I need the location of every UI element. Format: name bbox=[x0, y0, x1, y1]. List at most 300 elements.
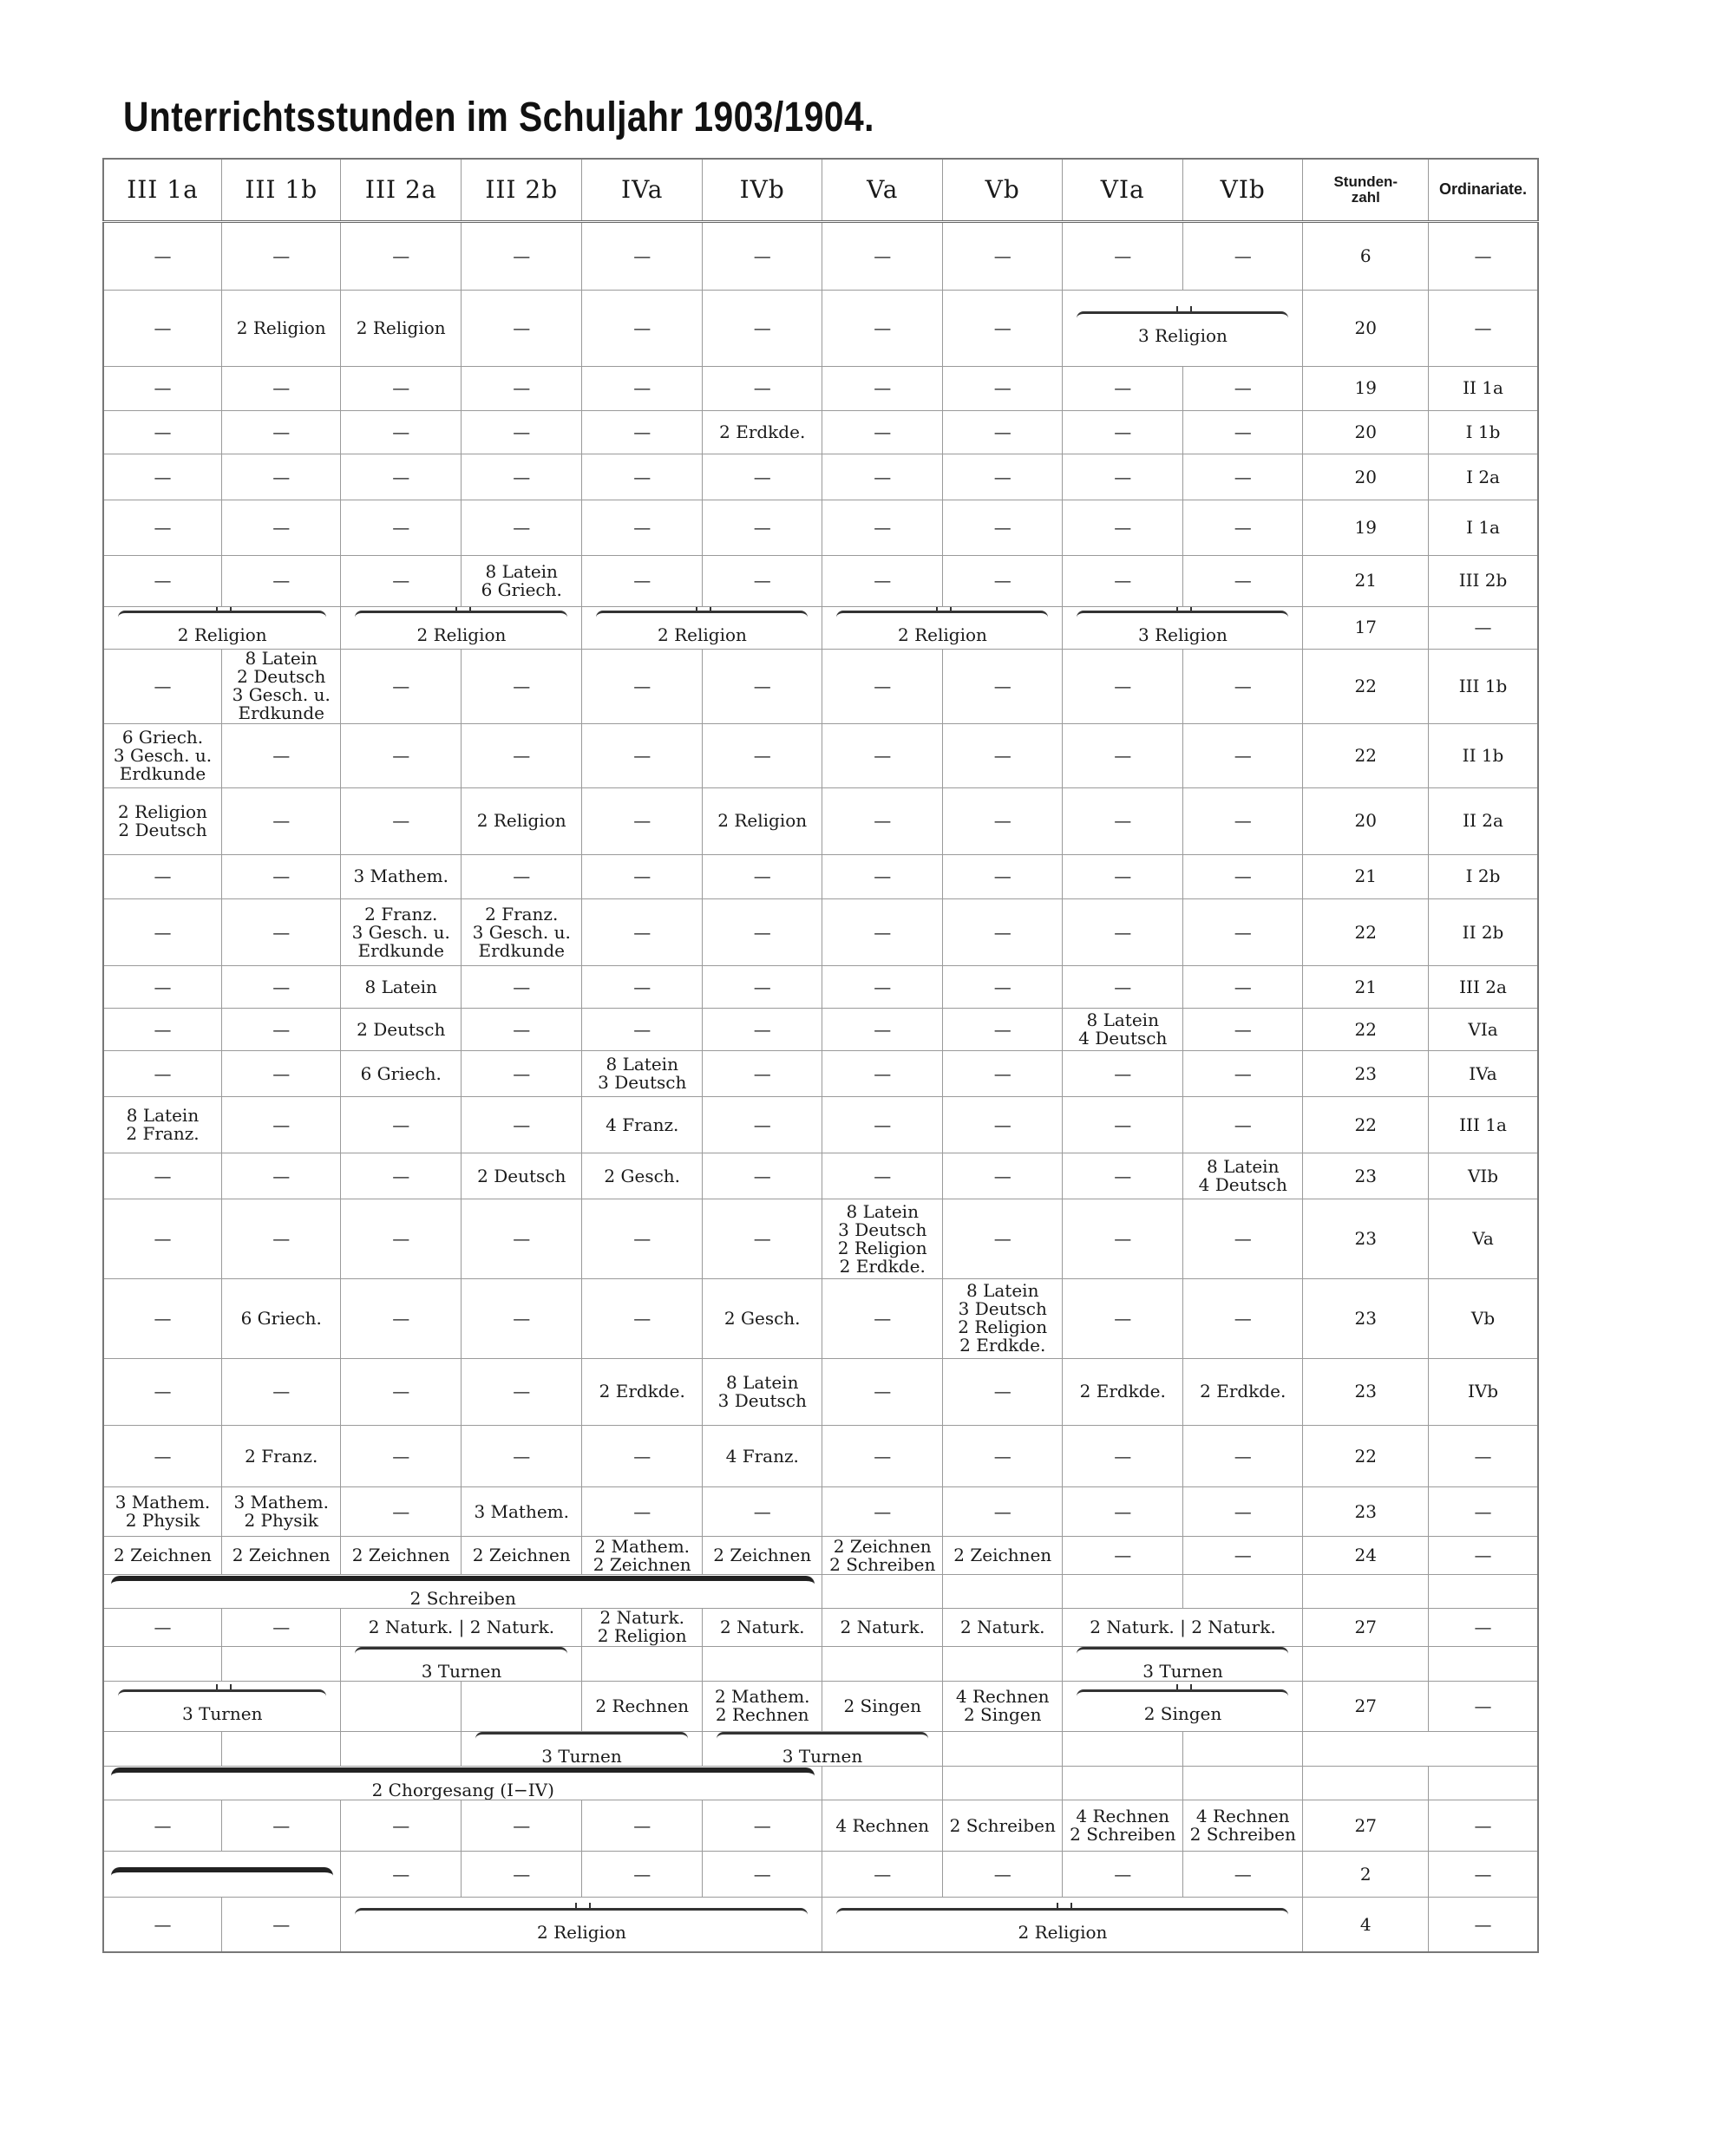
cell-text: — bbox=[993, 921, 1012, 943]
table-cell bbox=[582, 454, 703, 500]
cell-text: — bbox=[1234, 1545, 1252, 1566]
table-cell bbox=[1182, 1487, 1303, 1537]
table-cell bbox=[942, 1646, 1063, 1682]
table-cell bbox=[1303, 724, 1429, 787]
table-cell bbox=[461, 1682, 582, 1731]
cell-text: 22 bbox=[1354, 921, 1377, 943]
table-cell bbox=[582, 1682, 703, 1731]
cell-text: — bbox=[272, 1018, 291, 1040]
cell-text: — bbox=[1114, 810, 1132, 832]
table-cell bbox=[341, 1051, 462, 1097]
table-cell bbox=[702, 898, 822, 965]
cell-text: — bbox=[633, 976, 651, 997]
cell-text: 2 Franz. 3 Gesch. u. Erdkunde bbox=[472, 903, 571, 961]
cell-text: — bbox=[874, 810, 892, 832]
cell-text: — bbox=[874, 976, 892, 997]
cell-text: 23 bbox=[1354, 1165, 1377, 1186]
cell-text: 2 Naturk. | 2 Naturk. bbox=[1090, 1616, 1276, 1637]
table-cell bbox=[221, 1608, 340, 1646]
cell-text: 22 bbox=[1354, 675, 1377, 696]
table-cell bbox=[1182, 649, 1303, 724]
cell-text: — bbox=[753, 866, 771, 887]
table-row bbox=[103, 854, 1538, 898]
cell-text: — bbox=[633, 1814, 651, 1836]
table-cell bbox=[582, 555, 703, 606]
cell-text: — bbox=[633, 866, 651, 887]
table-cell bbox=[341, 1646, 582, 1682]
table-cell bbox=[582, 410, 703, 454]
table-cell bbox=[1063, 366, 1183, 410]
table-cell bbox=[702, 1852, 822, 1898]
table-cell bbox=[1303, 500, 1429, 555]
table-cell bbox=[1063, 1278, 1183, 1358]
table-cell bbox=[1429, 1051, 1538, 1097]
column-header: Stunden- zahl bbox=[1303, 159, 1429, 221]
table-row bbox=[103, 555, 1538, 606]
table-cell bbox=[341, 966, 462, 1009]
table-cell bbox=[942, 966, 1063, 1009]
cell-text: — bbox=[392, 421, 410, 442]
table-cell bbox=[1303, 221, 1429, 290]
table-row bbox=[103, 1051, 1538, 1097]
cell-text: — bbox=[874, 1114, 892, 1135]
table-cell bbox=[341, 366, 462, 410]
table-cell bbox=[702, 290, 822, 366]
table-cell bbox=[942, 1487, 1063, 1537]
table-cell bbox=[341, 1097, 462, 1153]
table-cell bbox=[103, 966, 221, 1009]
cell-text: 4 Rechnen 2 Schreiben bbox=[1070, 1806, 1176, 1846]
table-cell bbox=[1063, 1682, 1303, 1731]
cell-text: 2 Naturk. bbox=[840, 1616, 925, 1637]
cell-text: — bbox=[154, 1018, 172, 1040]
cell-text: 21 bbox=[1354, 866, 1377, 887]
cell-text: — bbox=[1114, 377, 1132, 399]
table-cell bbox=[582, 366, 703, 410]
table-cell bbox=[103, 1199, 221, 1279]
cell-text: — bbox=[392, 517, 410, 538]
cell-text: — bbox=[272, 1062, 291, 1084]
cell-text: — bbox=[392, 245, 410, 266]
cell-text: — bbox=[633, 675, 651, 696]
cell-text: — bbox=[154, 570, 172, 591]
table-cell bbox=[1429, 1153, 1538, 1199]
cell-text: — bbox=[1114, 1114, 1132, 1135]
cell-text: — bbox=[1234, 1863, 1252, 1885]
table-cell bbox=[1429, 1800, 1538, 1851]
table-cell bbox=[103, 366, 221, 410]
table-cell bbox=[461, 898, 582, 965]
table-cell bbox=[1063, 290, 1303, 366]
cell-text: — bbox=[513, 466, 531, 487]
table-row bbox=[103, 966, 1538, 1009]
cell-text: — bbox=[1114, 1500, 1132, 1522]
cell-text: — bbox=[513, 1381, 531, 1402]
table-cell bbox=[1303, 606, 1429, 649]
table-cell bbox=[942, 898, 1063, 965]
cell-text: 22 bbox=[1354, 744, 1377, 766]
cell-text: — bbox=[753, 1062, 771, 1084]
cell-text: 2 Singen bbox=[1143, 1702, 1222, 1724]
table-cell bbox=[822, 1097, 943, 1153]
cell-text: 8 Latein 4 Deutsch bbox=[1078, 1009, 1168, 1049]
table-cell bbox=[1063, 787, 1183, 854]
table-cell bbox=[942, 1097, 1063, 1153]
brace-icon bbox=[118, 1689, 326, 1702]
table-cell bbox=[1182, 1575, 1303, 1609]
table-cell bbox=[582, 854, 703, 898]
table-cell bbox=[341, 854, 462, 898]
table-cell bbox=[942, 1537, 1063, 1575]
cell-text: VIa bbox=[1468, 1018, 1498, 1040]
column-header: IVb bbox=[702, 159, 822, 221]
table-cell bbox=[341, 1852, 462, 1898]
cell-text: — bbox=[993, 421, 1012, 442]
brace-icon bbox=[717, 1732, 928, 1745]
table-cell bbox=[103, 1575, 822, 1609]
table-cell bbox=[461, 1199, 582, 1279]
table-cell bbox=[1182, 1731, 1303, 1767]
cell-text: — bbox=[272, 1165, 291, 1186]
table-cell bbox=[341, 500, 462, 555]
table-row bbox=[103, 1646, 1538, 1682]
cell-text: VIb bbox=[1467, 1165, 1499, 1186]
cell-text: — bbox=[1234, 377, 1252, 399]
cell-text: 4 Franz. bbox=[725, 1445, 799, 1467]
cell-text: 27 bbox=[1354, 1814, 1377, 1836]
cell-text: 2 Mathem. 2 Zeichnen bbox=[593, 1536, 691, 1575]
cell-text: — bbox=[1114, 866, 1132, 887]
table-cell bbox=[461, 1009, 582, 1051]
table-row bbox=[103, 1199, 1538, 1279]
table-cell bbox=[103, 898, 221, 965]
table-cell bbox=[582, 1800, 703, 1851]
cell-text: 2 Erdkde. bbox=[599, 1381, 685, 1402]
cell-text: — bbox=[272, 377, 291, 399]
table-cell bbox=[461, 1487, 582, 1537]
table-cell bbox=[1182, 1051, 1303, 1097]
cell-text: — bbox=[874, 317, 892, 338]
table-cell bbox=[341, 1199, 462, 1279]
column-header: III 1b bbox=[221, 159, 340, 221]
cell-text: — bbox=[1234, 921, 1252, 943]
table-cell bbox=[1303, 555, 1429, 606]
table-cell bbox=[1063, 649, 1183, 724]
table-cell bbox=[822, 1051, 943, 1097]
table-cell bbox=[341, 1358, 462, 1425]
table-cell bbox=[582, 290, 703, 366]
table-cell bbox=[1063, 1009, 1183, 1051]
table-cell bbox=[1063, 1426, 1183, 1487]
cell-text: — bbox=[154, 1307, 172, 1329]
table-cell bbox=[221, 966, 340, 1009]
table-cell bbox=[942, 1009, 1063, 1051]
table-cell bbox=[1303, 1153, 1429, 1199]
cell-text: 3 Mathem. 2 Physik bbox=[233, 1492, 329, 1532]
cell-text: — bbox=[1114, 1307, 1132, 1329]
cell-text: I 2b bbox=[1465, 866, 1501, 887]
cell-text: 2 Zeichnen bbox=[472, 1545, 571, 1566]
cell-text: — bbox=[272, 1814, 291, 1836]
table-cell bbox=[103, 410, 221, 454]
table-cell bbox=[942, 1051, 1063, 1097]
table-cell bbox=[221, 1537, 340, 1575]
table-cell bbox=[341, 454, 462, 500]
cell-text: — bbox=[633, 1863, 651, 1885]
cell-text: — bbox=[874, 1445, 892, 1467]
cell-text: 22 bbox=[1354, 1018, 1377, 1040]
table-cell bbox=[461, 555, 582, 606]
table-cell bbox=[702, 454, 822, 500]
table-cell bbox=[221, 1278, 340, 1358]
cell-text: — bbox=[272, 1913, 291, 1935]
table-cell bbox=[1429, 1487, 1538, 1537]
cell-text: 4 Rechnen bbox=[835, 1814, 930, 1836]
cell-text: — bbox=[633, 1445, 651, 1467]
cell-text: — bbox=[272, 466, 291, 487]
table-cell bbox=[103, 1852, 341, 1898]
cell-text: — bbox=[154, 921, 172, 943]
table-cell bbox=[1063, 1537, 1183, 1575]
cell-text: 8 Latein 3 Deutsch bbox=[717, 1371, 807, 1411]
table-cell bbox=[1429, 1278, 1538, 1358]
cell-text: 2 Erdkde. bbox=[1079, 1381, 1166, 1402]
table-cell bbox=[1182, 1358, 1303, 1425]
cell-text: — bbox=[993, 1228, 1012, 1250]
table-cell bbox=[942, 1682, 1063, 1731]
cell-text: — bbox=[272, 1616, 291, 1637]
table-cell bbox=[103, 1682, 341, 1731]
table-cell bbox=[341, 606, 582, 649]
cell-text: 3 Turnen bbox=[421, 1661, 502, 1682]
cell-text: 3 Mathem. bbox=[474, 1500, 569, 1522]
cell-text: — bbox=[633, 377, 651, 399]
cell-text: — bbox=[392, 1381, 410, 1402]
table-cell bbox=[103, 854, 221, 898]
table-cell bbox=[1303, 290, 1429, 366]
table-cell bbox=[1063, 1800, 1183, 1851]
cell-text: II 2a bbox=[1463, 810, 1503, 832]
cell-text: 19 bbox=[1354, 377, 1377, 399]
cell-text: 2 Zeichnen bbox=[953, 1545, 1052, 1566]
cell-text: — bbox=[154, 517, 172, 538]
table-cell bbox=[461, 500, 582, 555]
table-cell bbox=[582, 1199, 703, 1279]
table-cell bbox=[942, 290, 1063, 366]
cell-text: — bbox=[513, 1018, 531, 1040]
cell-text: — bbox=[272, 1228, 291, 1250]
cell-text: 8 Latein 3 Deutsch 2 Religion 2 Erdkde. bbox=[958, 1280, 1048, 1356]
cell-text: — bbox=[513, 377, 531, 399]
cell-text: — bbox=[154, 421, 172, 442]
table-cell bbox=[822, 1767, 943, 1800]
table-row bbox=[103, 1767, 1538, 1800]
table-body bbox=[103, 221, 1538, 1952]
table-row bbox=[103, 606, 1538, 649]
cell-text: 2 Erdkde. bbox=[1200, 1381, 1287, 1402]
cell-text: 2 Naturk. 2 Religion bbox=[597, 1608, 687, 1647]
table-cell bbox=[103, 1767, 822, 1800]
cell-text: — bbox=[1114, 1165, 1132, 1186]
table-cell bbox=[822, 555, 943, 606]
table-cell bbox=[1063, 1852, 1183, 1898]
column-header: III 1a bbox=[103, 159, 221, 221]
table-cell bbox=[103, 1898, 221, 1952]
cell-text: — bbox=[633, 317, 651, 338]
cell-text: — bbox=[392, 810, 410, 832]
cell-text: — bbox=[1234, 810, 1252, 832]
table-cell bbox=[1429, 1537, 1538, 1575]
cell-text: 3 Religion bbox=[1138, 624, 1228, 646]
cell-text: 22 bbox=[1354, 1114, 1377, 1135]
cell-text: — bbox=[513, 245, 531, 266]
cell-text: 2 Religion bbox=[658, 624, 747, 646]
cell-text: — bbox=[753, 1863, 771, 1885]
cell-text: 3 Mathem. 2 Physik bbox=[115, 1492, 211, 1532]
table-cell bbox=[942, 724, 1063, 787]
cell-text: — bbox=[513, 866, 531, 887]
column-header: III 2a bbox=[341, 159, 462, 221]
cell-text: — bbox=[1234, 466, 1252, 487]
cell-text: — bbox=[513, 976, 531, 997]
table-cell bbox=[1303, 1426, 1429, 1487]
cell-text: — bbox=[1474, 1814, 1492, 1836]
table-cell bbox=[1303, 1358, 1429, 1425]
cell-text: — bbox=[633, 245, 651, 266]
table-cell bbox=[341, 555, 462, 606]
table-cell bbox=[1182, 1153, 1303, 1199]
table-cell bbox=[103, 1153, 221, 1199]
cell-text: I 2a bbox=[1466, 466, 1500, 487]
cell-text: — bbox=[993, 570, 1012, 591]
cell-text: — bbox=[513, 517, 531, 538]
cell-text: — bbox=[1474, 1616, 1492, 1637]
cell-text: — bbox=[1474, 245, 1492, 266]
cell-text: — bbox=[513, 317, 531, 338]
table-cell bbox=[582, 1608, 703, 1646]
cell-text: II 2b bbox=[1462, 921, 1504, 943]
cell-text: 2 Deutsch bbox=[477, 1165, 566, 1186]
cell-text: — bbox=[753, 976, 771, 997]
cell-text: — bbox=[874, 1018, 892, 1040]
brace-icon bbox=[836, 611, 1048, 624]
table-cell bbox=[461, 454, 582, 500]
table-cell bbox=[942, 1608, 1063, 1646]
cell-text: — bbox=[154, 245, 172, 266]
cell-text: 3 Turnen bbox=[541, 1745, 622, 1767]
cell-text: 2 Zeichnen bbox=[713, 1545, 812, 1566]
table-row bbox=[103, 1682, 1538, 1731]
column-header: Vb bbox=[942, 159, 1063, 221]
cell-text: — bbox=[874, 517, 892, 538]
table-cell bbox=[942, 1358, 1063, 1425]
table-cell bbox=[822, 1487, 943, 1537]
column-header: III 2b bbox=[461, 159, 582, 221]
table-cell bbox=[1303, 898, 1429, 965]
cell-text: — bbox=[392, 1863, 410, 1885]
cell-text: — bbox=[272, 1114, 291, 1135]
table-cell bbox=[1429, 724, 1538, 787]
table-cell bbox=[221, 1898, 340, 1952]
table-cell bbox=[221, 1358, 340, 1425]
table-cell bbox=[1063, 555, 1183, 606]
cell-text: 2 Schreiben bbox=[949, 1814, 1056, 1836]
cell-text: — bbox=[633, 810, 651, 832]
cell-text: — bbox=[993, 1165, 1012, 1186]
table-cell bbox=[1182, 555, 1303, 606]
table-cell bbox=[221, 1009, 340, 1051]
cell-text: — bbox=[1234, 866, 1252, 887]
cell-text: II 1b bbox=[1462, 744, 1504, 766]
table-cell bbox=[1303, 1767, 1429, 1800]
table-cell bbox=[1182, 1199, 1303, 1279]
table-cell bbox=[582, 724, 703, 787]
table-cell bbox=[1303, 1278, 1429, 1358]
table-cell bbox=[822, 898, 943, 965]
cell-text: 2 Religion bbox=[537, 1921, 626, 1943]
cell-text: — bbox=[993, 810, 1012, 832]
table-cell bbox=[1063, 1153, 1183, 1199]
table-cell bbox=[221, 500, 340, 555]
brace-icon bbox=[1077, 1647, 1288, 1660]
cell-text: IVb bbox=[1467, 1381, 1499, 1402]
cell-text: — bbox=[874, 245, 892, 266]
table-cell bbox=[702, 1426, 822, 1487]
cell-text: 2 Zeichnen bbox=[351, 1545, 450, 1566]
table-cell bbox=[1429, 290, 1538, 366]
cell-text: — bbox=[1234, 1018, 1252, 1040]
cell-text: — bbox=[154, 976, 172, 997]
table-cell bbox=[341, 1682, 462, 1731]
table-cell bbox=[1063, 1051, 1183, 1097]
table-cell bbox=[942, 500, 1063, 555]
table-cell bbox=[702, 1358, 822, 1425]
cell-text: — bbox=[1474, 317, 1492, 338]
cell-text: — bbox=[993, 976, 1012, 997]
cell-text: — bbox=[154, 377, 172, 399]
cell-text: 17 bbox=[1354, 617, 1377, 638]
table-cell bbox=[1303, 454, 1429, 500]
table-cell bbox=[702, 1487, 822, 1537]
table-cell bbox=[702, 1537, 822, 1575]
table-cell bbox=[1429, 966, 1538, 1009]
table-cell bbox=[1063, 854, 1183, 898]
cell-text: I 1b bbox=[1465, 421, 1501, 442]
table-cell bbox=[1182, 1852, 1303, 1898]
cell-text: — bbox=[874, 675, 892, 696]
cell-text: — bbox=[1474, 1913, 1492, 1935]
table-cell bbox=[341, 1426, 462, 1487]
table-cell bbox=[461, 366, 582, 410]
brace-icon bbox=[1077, 311, 1288, 324]
table-cell bbox=[1182, 1009, 1303, 1051]
cell-text: — bbox=[513, 1445, 531, 1467]
table-cell bbox=[942, 854, 1063, 898]
cell-text: 21 bbox=[1354, 976, 1377, 997]
cell-text: — bbox=[874, 1165, 892, 1186]
table-cell bbox=[1182, 454, 1303, 500]
cell-text: 19 bbox=[1354, 517, 1377, 538]
table-cell bbox=[221, 1097, 340, 1153]
table-row bbox=[103, 1731, 1538, 1767]
cell-text: — bbox=[154, 1062, 172, 1084]
cell-text: — bbox=[993, 1445, 1012, 1467]
cell-text: — bbox=[993, 317, 1012, 338]
cell-text: 3 Turnen bbox=[1142, 1661, 1223, 1682]
cell-text: 8 Latein 3 Deutsch bbox=[598, 1054, 687, 1094]
cell-text: — bbox=[993, 675, 1012, 696]
cell-text: Va bbox=[1472, 1228, 1494, 1250]
